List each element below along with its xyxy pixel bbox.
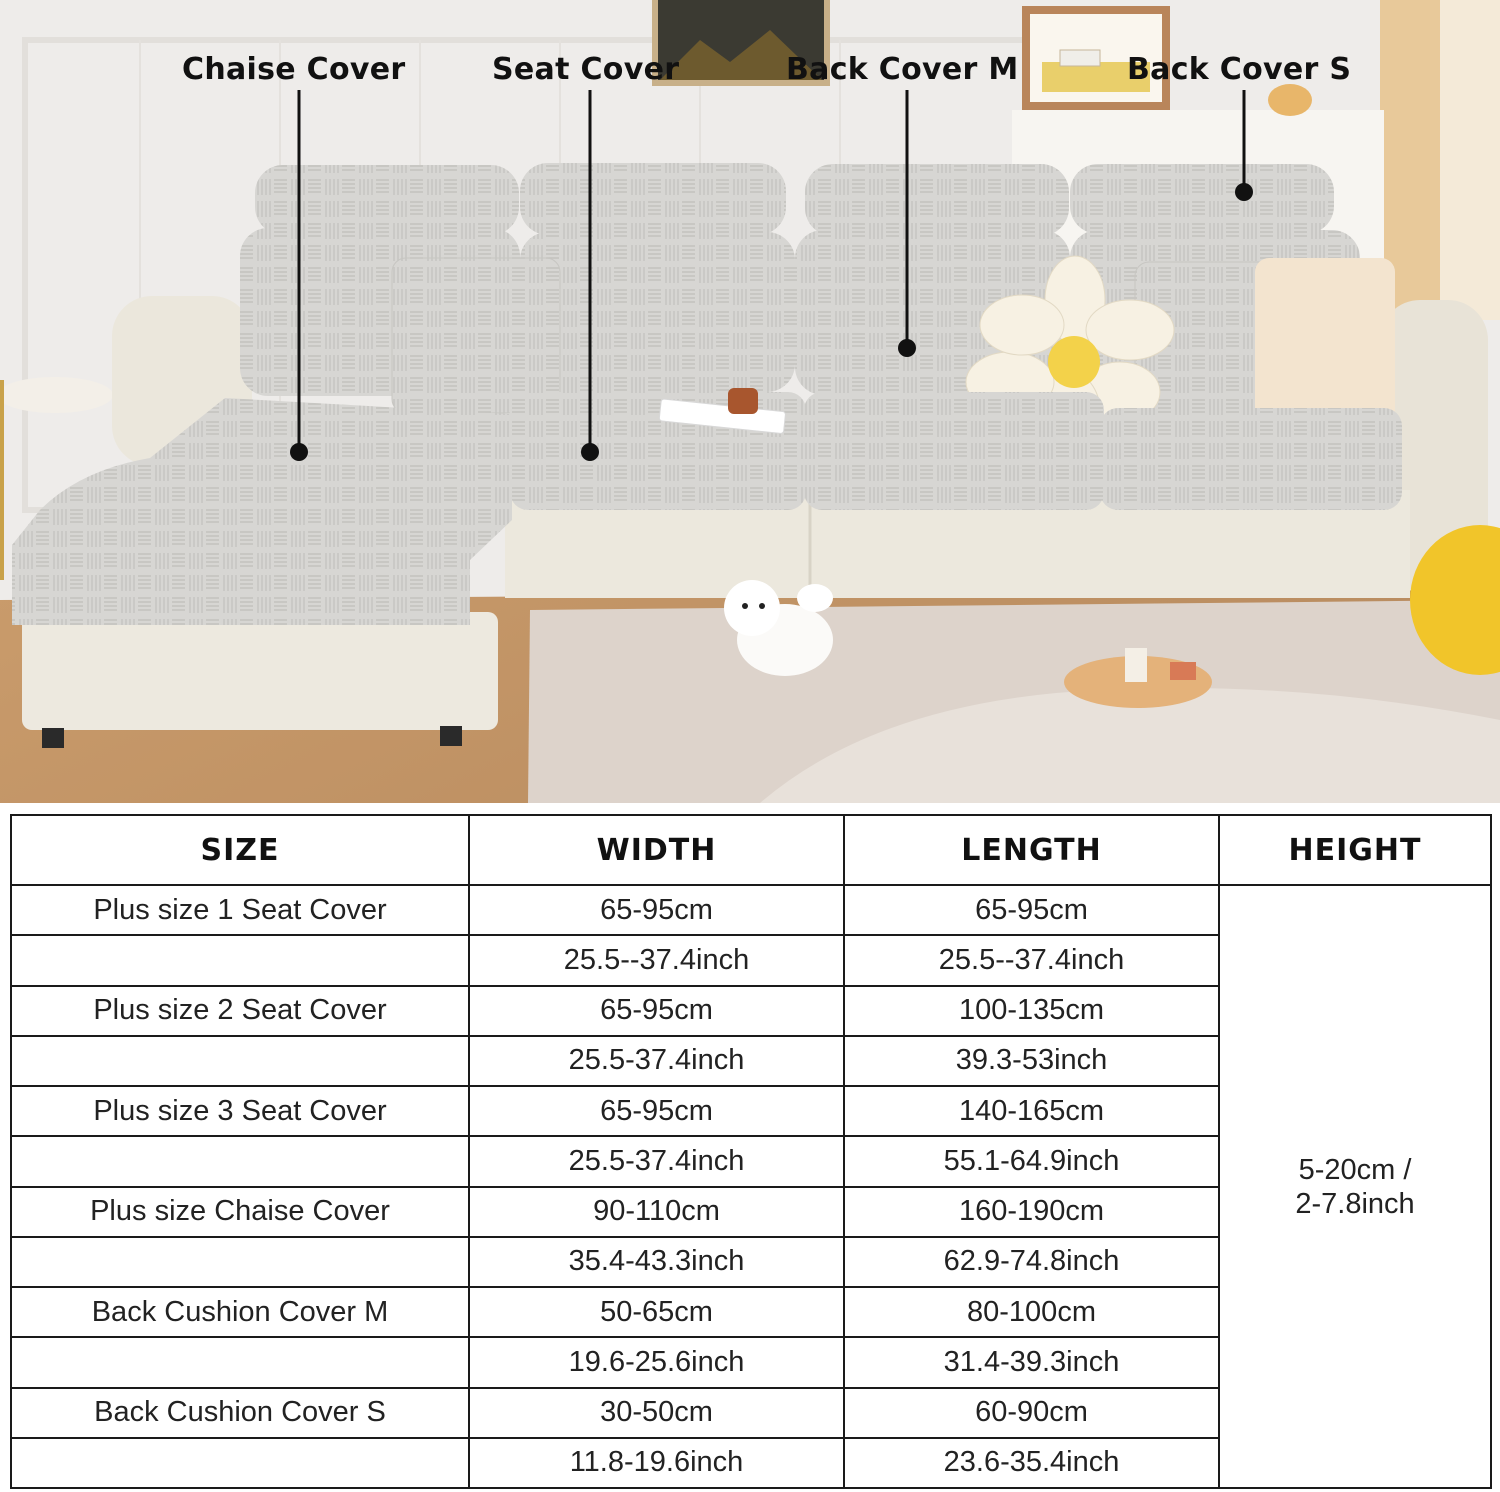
length-cell: 80-100cm [844, 1287, 1219, 1337]
callout-seat-cover: Seat Cover [492, 52, 680, 87]
size-cell: Plus size 1 Seat Cover [11, 885, 469, 935]
width-cell: 65-95cm [469, 986, 844, 1036]
width-cell: 35.4-43.3inch [469, 1237, 844, 1287]
length-cell: 25.5--37.4inch [844, 935, 1219, 985]
width-cell: 25.5-37.4inch [469, 1036, 844, 1086]
header-size: SIZE [11, 815, 469, 885]
size-cell [11, 1036, 469, 1086]
callout-chaise-cover: Chaise Cover [182, 52, 406, 87]
length-cell: 31.4-39.3inch [844, 1337, 1219, 1387]
size-cell [11, 1337, 469, 1387]
width-cell: 90-110cm [469, 1187, 844, 1237]
width-cell: 25.5--37.4inch [469, 935, 844, 985]
length-cell: 160-190cm [844, 1187, 1219, 1237]
height-cell [1219, 885, 1491, 1488]
length-cell: 23.6-35.4inch [844, 1438, 1219, 1488]
length-cell: 39.3-53inch [844, 1036, 1219, 1086]
header-height: HEIGHT [1219, 815, 1491, 885]
callout-back-cover-s: Back Cover S [1127, 52, 1352, 87]
size-cell: Plus size Chaise Cover [11, 1187, 469, 1237]
size-chart-table [10, 814, 1492, 1489]
length-cell: 140-165cm [844, 1086, 1219, 1136]
size-cell [11, 1438, 469, 1488]
length-cell: 55.1-64.9inch [844, 1136, 1219, 1186]
width-cell: 30-50cm [469, 1388, 844, 1438]
width-cell: 65-95cm [469, 1086, 844, 1136]
side-table [0, 377, 113, 413]
height-value-cm: 5-20cm / [1298, 1153, 1412, 1186]
size-cell: Back Cushion Cover M [11, 1287, 469, 1337]
lamp [1268, 84, 1312, 116]
throw-pillow-beige [1255, 258, 1395, 423]
table-row [11, 885, 1491, 935]
width-cell: 19.6-25.6inch [469, 1337, 844, 1387]
size-cell [11, 1136, 469, 1186]
length-cell: 60-90cm [844, 1388, 1219, 1438]
width-cell: 11.8-19.6inch [469, 1438, 844, 1488]
length-cell: 62.9-74.8inch [844, 1237, 1219, 1287]
throw-pillow [392, 258, 560, 413]
mug [728, 388, 758, 414]
width-cell: 50-65cm [469, 1287, 844, 1337]
header-width: WIDTH [469, 815, 844, 885]
size-cell: Plus size 2 Seat Cover [11, 986, 469, 1036]
length-cell: 65-95cm [844, 885, 1219, 935]
height-value-inch: 2-7.8inch [1295, 1187, 1415, 1220]
width-cell: 25.5-37.4inch [469, 1136, 844, 1186]
size-cell [11, 935, 469, 985]
size-cell: Back Cushion Cover S [11, 1388, 469, 1438]
length-cell: 100-135cm [844, 986, 1219, 1036]
callout-back-cover-m: Back Cover M [786, 52, 1019, 87]
table-header-row [11, 815, 1491, 885]
header-length: LENGTH [844, 815, 1219, 885]
size-cell [11, 1237, 469, 1287]
width-cell: 65-95cm [469, 885, 844, 935]
size-cell: Plus size 3 Seat Cover [11, 1086, 469, 1136]
